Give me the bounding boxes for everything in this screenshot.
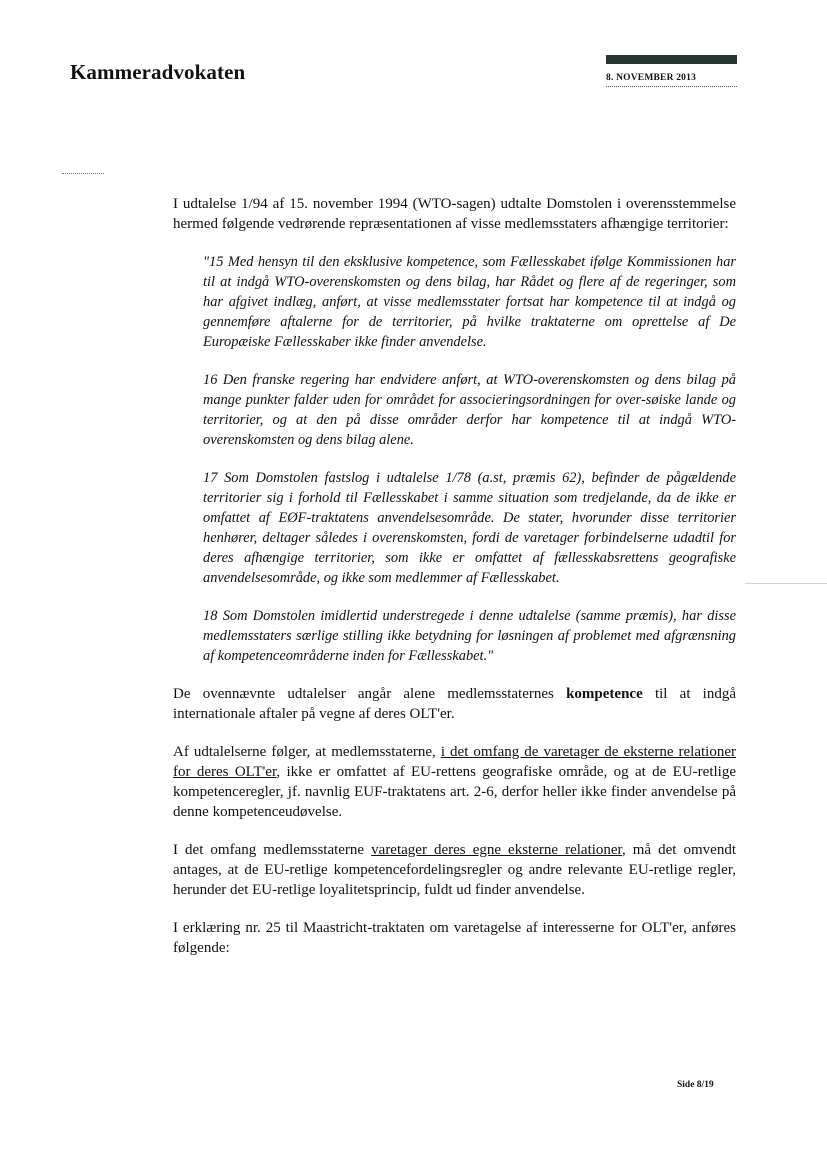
kammeradvokaten-logo: Kammeradvokaten [70, 60, 246, 84]
margin-rule [62, 173, 104, 174]
paragraph-own-text-1: I det omfang medlemsstaterne [173, 842, 372, 858]
paragraph-external-text-2: , ikke er omfattet af EU-rettens geografiske område, og at de EU-retlige kompetenceregler, jf. navnlig EUF-traktatens art. 2-6, derfor heller ikke finder anvendelse på denne kompetenceudøvelse. [173, 764, 736, 820]
quote-paragraph-17: 17 Som Domstolen fastslog i udtalelse 1/78 (a.st, præmis 62), befinder de pågældende territorier sig i forhold til Fællesskabet i samme situation som tredjelande, da de ikke er omfattet af EØF-traktatens anvendelsesområde. De stater, hvorunder disse territorier henhører, deltager således i overenskomsten, fordi de varetager forbindelserne udadtil for deres afhængige territorier, som ikke er omfattet af fællesskabsrettens geografiske anvendelsesområde, og ikke som medlemmer af Fællesskabet. [203, 470, 736, 586]
paragraph-declaration: I erklæring nr. 25 til Maastricht-traktaten om varetagelse af interesserne for OLT'er, anføres følgende: [173, 920, 736, 956]
paragraph-competence [173, 684, 736, 724]
document-date: 8. NOVEMBER 2013 [606, 73, 737, 87]
document-body [173, 194, 736, 976]
paragraph-own-underline: varetager deres egne eksterne relationer [371, 842, 622, 858]
paragraph-own-text-2: , må det omvendt antages, at de EU-retlige kompetencefordelingsregler og andre relevante EU-retlige regler, herunder det EU-retlige loyalitetsprincip, fuldt ud finder anvendelse. [173, 842, 736, 898]
paragraph-competence-text-1: De ovennævnte udtalelser angår alene medlemsstaternes [173, 686, 567, 702]
quote-paragraph-16: 16 Den franske regering har endvidere anført, at WTO-overenskomsten og dens bilag på mange punkter falder uden for området for associeringsordningen for over-søiske lande og territorier, og at den på disse områder derfor har kompetence til at indgå WTO-overenskomsten og dens bilag alene. [203, 372, 736, 448]
court-quote [203, 252, 736, 666]
paragraph-external-text-1: Af udtalelserne følger, at medlemsstaterne, [173, 744, 441, 760]
header-bar [606, 55, 737, 64]
paragraph-own-relations [173, 840, 736, 900]
quote-paragraph-18: 18 Som Domstolen imidlertid understregede i denne udtalelse (samme præmis), har disse medlemsstaters særlige stilling ikke betydning for løsningen af problemet med afgrænsning af kompetenceområderne inden for Fællesskabet." [203, 608, 736, 664]
page-number: Side 8/19 [677, 1080, 714, 1090]
paragraph-external-relations [173, 742, 736, 822]
paragraph-competence-text-2: til at indgå internationale aftaler på vegne af deres OLT'er. [173, 686, 737, 722]
scan-artifact-line [745, 583, 827, 584]
paragraph-competence-bold: kompetence [566, 686, 643, 702]
paragraph-external-underline: i det omfang de varetager de eksterne relationer for deres OLT'er [173, 744, 736, 780]
intro-paragraph: I udtalelse 1/94 af 15. november 1994 (WTO-sagen) udtalte Domstolen i overensstemmelse hermed følgende vedrørende repræsentationen af visse medlemsstaters afhængige territorier: [173, 196, 736, 232]
quote-paragraph-15: "15 Med hensyn til den eksklusive kompetence, som Fællesskabet ifølge Kommissionen har til at indgå WTO-overenskomsten og dens bilag, har Rådet og flere af de regeringer, som har afgivet indlæg, anført, at visse medlemsstater fortsat har kompetence til at indgå og gennemføre aftalerne for de territorier, på hvilke traktaterne om oprettelse af De Europæiske Fællesskaber ikke finder anvendelse. [203, 254, 736, 350]
